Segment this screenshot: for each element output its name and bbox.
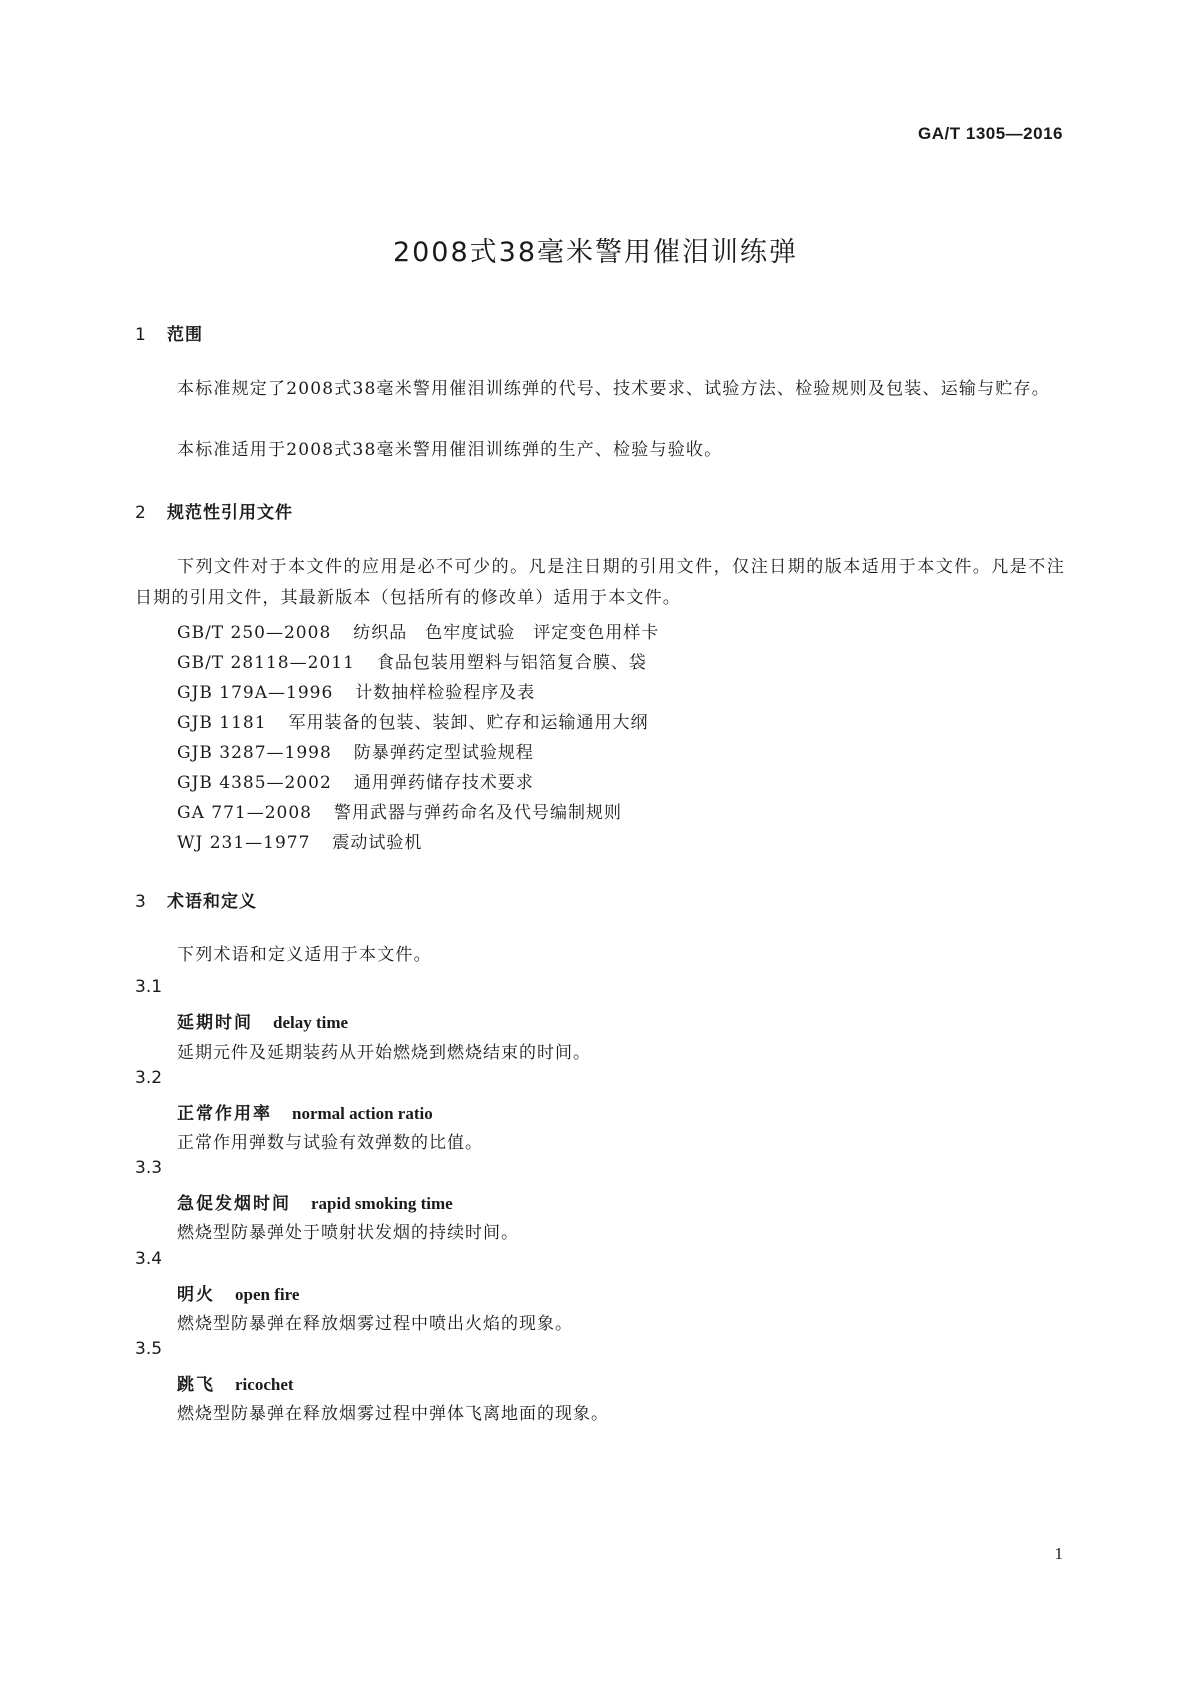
term-name: [177, 1370, 294, 1395]
term-definition: 燃烧型防暴弹处于喷射状发烟的持续时间。: [177, 1223, 519, 1243]
reference-title: 食品包装用塑料与铝箔复合膜、袋: [376, 653, 647, 673]
reference-code: GJB 3287—1998: [177, 743, 332, 763]
section-title: 规范性引用文件: [167, 503, 293, 523]
term-name-en: rapid smoking time: [311, 1194, 453, 1213]
term-name-zh: 正常作用率: [177, 1104, 272, 1124]
term-number: 3.2: [135, 1068, 163, 1088]
reference-code: GJB 4385—2002: [177, 773, 332, 793]
term-number: 3.5: [135, 1339, 163, 1359]
term-name-zh: 明火: [177, 1285, 215, 1305]
section-number: 1: [135, 325, 147, 345]
section-1-heading: [135, 320, 203, 345]
term-name-en: ricochet: [235, 1375, 294, 1394]
section-3-intro: 下列术语和定义适用于本文件。: [177, 945, 432, 965]
term-number: 3.1: [135, 977, 163, 997]
section-2-heading: [135, 498, 293, 523]
section-1-paragraph-2: 本标准适用于2008式38毫米警用催泪训练弹的生产、检验与验收。: [177, 440, 723, 460]
section-title: 范围: [167, 325, 203, 345]
reference-code: WJ 231—1977: [177, 833, 311, 853]
term-name: [177, 1099, 433, 1124]
section-number: 2: [135, 503, 147, 523]
term-name-en: open fire: [235, 1285, 300, 1304]
reference-item: [177, 828, 422, 853]
reference-code: GJB 179A—1996: [177, 683, 334, 703]
reference-code: GB/T 28118—2011: [177, 653, 355, 673]
document-title: 2008式38毫米警用催泪训练弹: [392, 237, 799, 268]
reference-code: GJB 1181: [177, 713, 267, 733]
reference-item: [177, 738, 534, 763]
reference-item: [177, 768, 534, 793]
term-name-zh: 急促发烟时间: [177, 1194, 291, 1214]
term-name-zh: 延期时间: [177, 1013, 253, 1033]
reference-code: GA 771—2008: [177, 803, 312, 823]
page-number: 1: [1054, 1544, 1063, 1563]
reference-title: 警用武器与弹药命名及代号编制规则: [333, 803, 622, 823]
reference-item: [177, 708, 649, 733]
term-name-zh: 跳飞: [177, 1375, 215, 1395]
term-name: [177, 1189, 453, 1214]
reference-item: [177, 678, 535, 703]
reference-title: 军用装备的包装、装卸、贮存和运输通用大纲: [288, 713, 649, 733]
term-name: [177, 1280, 299, 1305]
term-name-en: delay time: [273, 1013, 349, 1032]
standard-code: GA/T 1305—2016: [918, 124, 1063, 143]
term-name-en: normal action ratio: [292, 1104, 433, 1123]
term-number: 3.4: [135, 1249, 163, 1269]
reference-title: 通用弹药储存技术要求: [353, 773, 534, 793]
reference-title: 防暴弹药定型试验规程: [353, 743, 534, 763]
reference-item: [177, 618, 659, 643]
reference-title: 纺织品 色牢度试验 评定变色用样卡: [353, 623, 660, 643]
section-3-heading: [135, 887, 257, 912]
section-number: 3: [135, 892, 147, 912]
reference-item: [177, 648, 647, 673]
reference-title: 震动试验机: [332, 833, 423, 853]
section-title: 术语和定义: [167, 892, 257, 912]
term-name: [177, 1008, 348, 1033]
reference-code: GB/T 250—2008: [177, 623, 332, 643]
term-definition: 燃烧型防暴弹在释放烟雾过程中喷出火焰的现象。: [177, 1314, 573, 1334]
term-number: 3.3: [135, 1158, 163, 1178]
reference-item: [177, 798, 622, 823]
term-definition: 燃烧型防暴弹在释放烟雾过程中弹体飞离地面的现象。: [177, 1404, 609, 1424]
section-2-intro: 下列文件对于本文件的应用是必不可少的。凡是注日期的引用文件，仅注日期的版本适用于本文件。凡是不注日期的引用文件，其最新版本（包括所有的修改单）适用于本文件。: [135, 557, 1065, 608]
section-1-paragraph-1: 本标准规定了2008式38毫米警用催泪训练弹的代号、技术要求、试验方法、检验规则及包装、运输与贮存。: [177, 379, 1050, 399]
term-definition: 正常作用弹数与试验有效弹数的比值。: [177, 1133, 483, 1153]
term-definition: 延期元件及延期装药从开始燃烧到燃烧结束的时间。: [177, 1043, 591, 1063]
reference-title: 计数抽样检验程序及表: [355, 683, 536, 703]
